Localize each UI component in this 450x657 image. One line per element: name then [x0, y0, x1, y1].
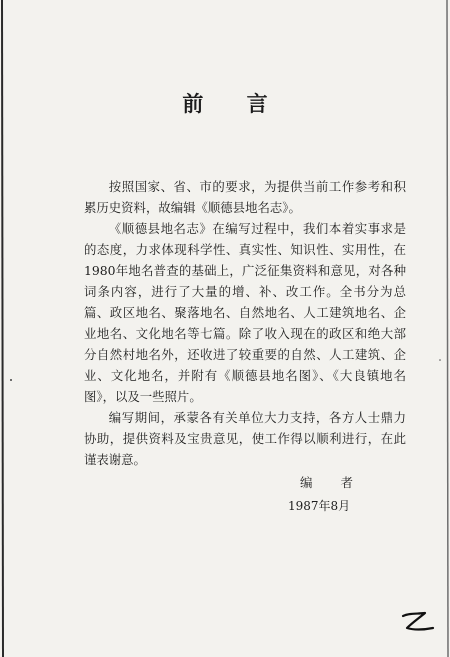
preface-body — [84, 176, 406, 470]
paragraph-acknowledgement: 编写期间，承蒙各有关单位大力支持，各方人士鼎力协助，提供资料及宝贵意见，使工作得以顺利进行，在此谨表谢意。 — [84, 410, 406, 467]
paragraph-compilation: 《顺德县地名志》在编写过程中，我们本着实事求是的态度，力求体现科学性、真实性、知识性、实用性，在1980年地名普查的基础上，广泛征集资料和意见，对各种词条内容，进行了大量的增、补、改工作。全书分为总篇、政区地名、聚落地名、自然地名、人工建筑地名、企业地名、文化地名等七篇。除了收入现在的政区和绝大部分自然村地名外，还收进了较重要的自然、人工建筑、企业、文化地名，并附有《顺德县地名图》、《大良镇地名图》，以及一些照片。 — [84, 221, 406, 404]
paragraph-purpose: 按照国家、省、市的要求，为提供当前工作参考和积累历史资料，故编辑《顺德县地名志》。 — [84, 179, 406, 215]
signature-author: 编 者 — [300, 475, 365, 490]
handwritten-page-number — [395, 608, 440, 638]
page-title: 前 言 — [182, 91, 286, 116]
signature-date: 1987年8月 — [288, 499, 351, 513]
